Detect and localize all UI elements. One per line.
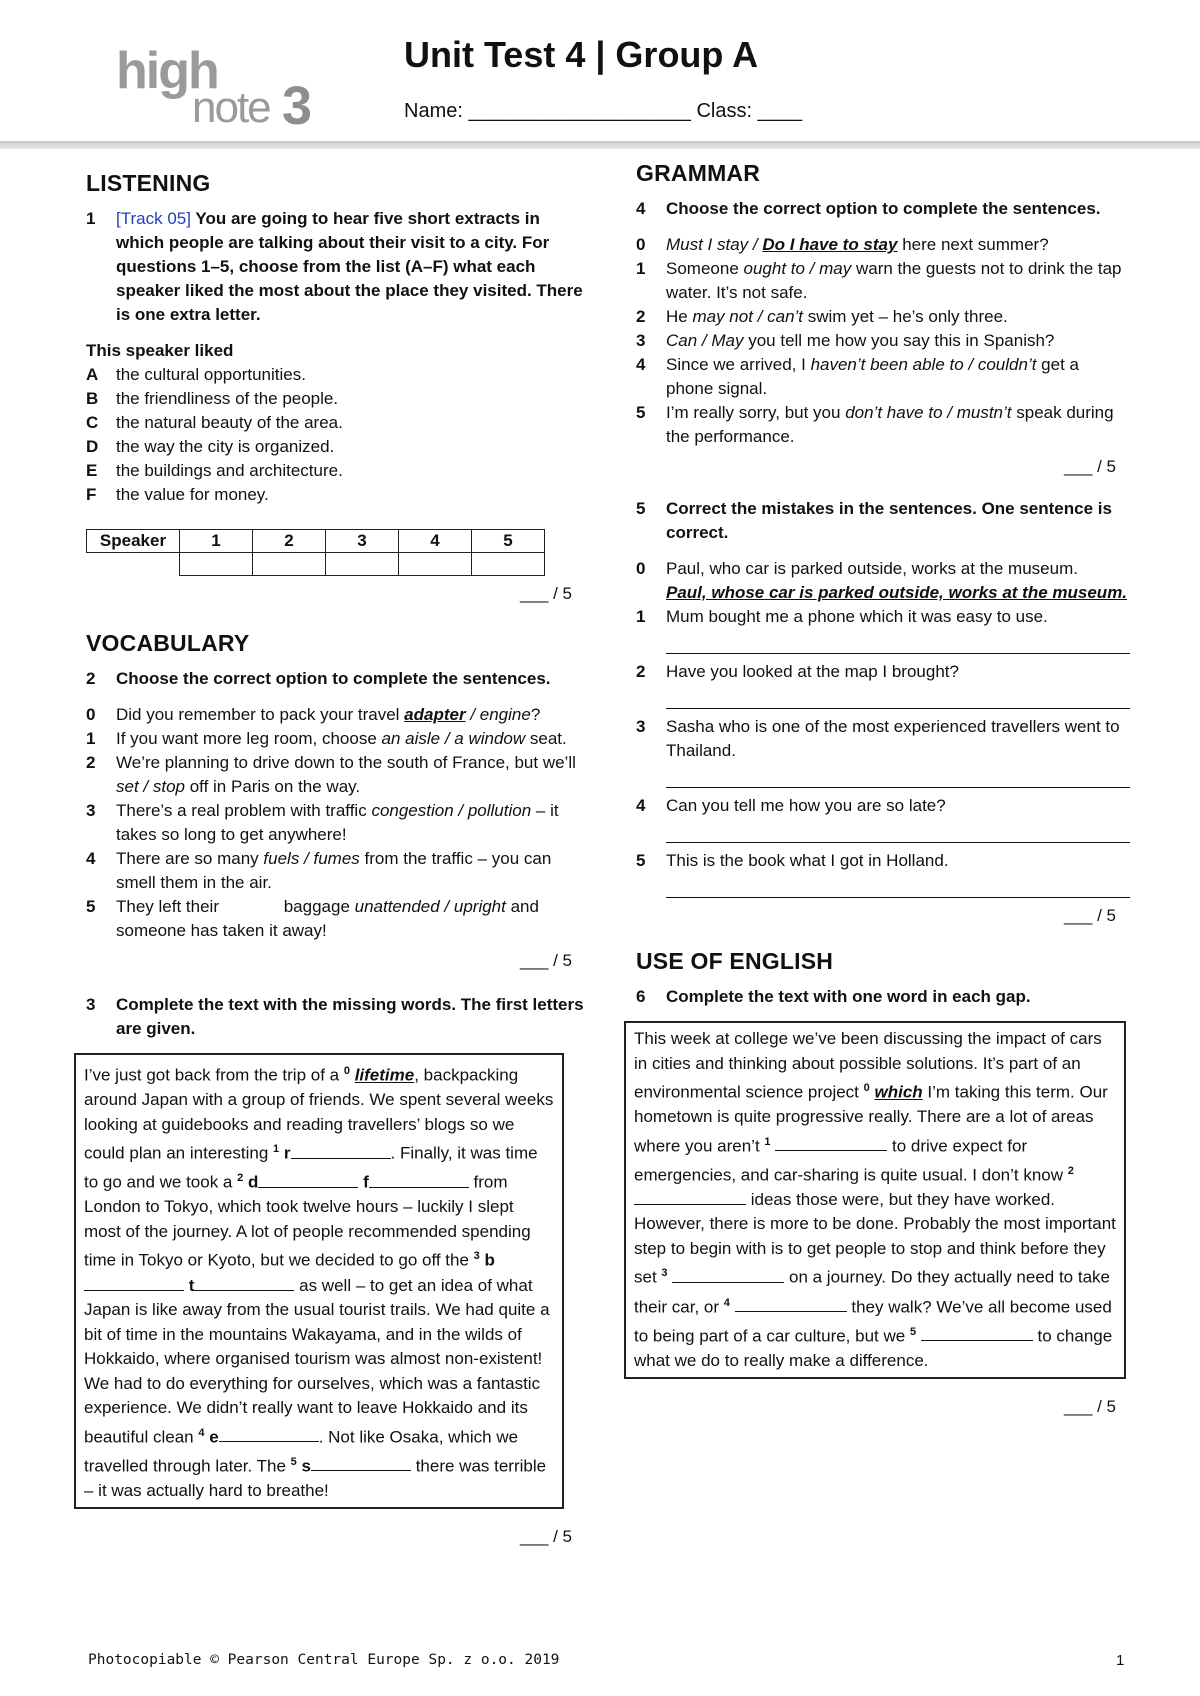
answer-line[interactable] (666, 684, 1130, 709)
task-6-instruction: 6 Complete the text with one word in each gap. (636, 987, 1031, 1006)
answer-cell[interactable] (472, 553, 545, 576)
answer-cell[interactable] (399, 553, 472, 576)
list-item: 4 Can you tell me how you are so late? (636, 796, 946, 815)
task-1-instruction (86, 207, 586, 327)
list-item: 5 This is the book what I got in Holland. (636, 851, 949, 870)
answer-line[interactable] (666, 763, 1130, 788)
task-3-instruction: 3 Complete the text with the missing words. The first letters are given. (86, 995, 584, 1038)
name-class-line: Name: ____________________ Class: ____ (404, 100, 803, 122)
grammar-items (636, 233, 1130, 449)
list-item: 3 There’s a real problem with traffic congestion / pollution – it takes so long to get anywhere! (86, 801, 559, 844)
list-item: C the natural beauty of the area. (86, 413, 343, 432)
task-number: 1 (86, 209, 96, 228)
vocabulary-heading: VOCABULARY (86, 630, 250, 656)
speaker-answer-table: Speaker 1 2 3 4 5 (86, 529, 545, 576)
svg-text:note: note (192, 83, 270, 132)
gap-input[interactable] (258, 1173, 358, 1188)
listening-heading: LISTENING (86, 170, 211, 196)
gap-input[interactable] (921, 1326, 1033, 1341)
list-item: 2 Have you looked at the map I brought? (636, 662, 959, 681)
high-note-3-logo (116, 40, 326, 132)
answer-line[interactable] (666, 629, 1130, 654)
list-item: F the value for money. (86, 485, 269, 504)
list-item: 3 Sasha who is one of the most experienced travellers went to Thailand. (636, 717, 1120, 760)
page-title: Unit Test 4 | Group A (404, 34, 759, 75)
error-correction-items (636, 557, 1130, 898)
speaker-lead: This speaker liked (86, 341, 234, 360)
task-5-instruction: 5 Correct the mistakes in the sentences. One sentence is correct. (636, 499, 1112, 542)
use-of-english-heading: USE OF ENGLISH (636, 948, 834, 974)
list-item: 1 Someone ought to / may warn the guests not to drink the tap water. It’s not safe. (636, 259, 1122, 302)
list-item: D the way the city is organized. (86, 437, 335, 456)
list-item: 5 They left their baggage unattended / upright and someone has taken it away! (86, 897, 539, 940)
gap-input[interactable] (219, 1427, 319, 1442)
answer-line[interactable] (666, 873, 1130, 898)
list-item: 3 Can / May you tell me how you say this in Spanish? (636, 331, 1055, 350)
svg-text:high: high (116, 42, 218, 100)
answer-cell[interactable] (253, 553, 326, 576)
list-item: 1 If you want more leg room, choose an aisle / a window seat. (86, 729, 567, 748)
gap-fill-text-box: This week at college we’ve been discussing the impact of cars in cities and thinking about possible solutions. It’s part of an environmental science project $^0$ which I’m taking this term. Our hometown is quite progressive really. There are a lot of areas where you aren’t $^1$ to drive expect for emergencies, and car-sharing is quite usual. I don’t know $^2$ ideas those were, but they have worked. However, there is more to be done. Probably the most important step to begin with is to get people to stop and think before they set $^3$ on a journey. Do they actually need to take their car, or $^4$ they walk? We’ve all become used to being part of a car culture, but we $^5$ to change what we do to really make a difference. (624, 1021, 1126, 1379)
list-item: 1 Mum bought me a phone which it was easy to use. (636, 607, 1048, 626)
answer-cell[interactable] (326, 553, 399, 576)
gap-input[interactable] (84, 1276, 184, 1291)
copyright-footer: Photocopiable © Pearson Central Europe Sp. z o.o. 2019 (88, 1652, 560, 1668)
gap-input[interactable] (369, 1173, 469, 1188)
score-box: ___ / 5 (1064, 457, 1116, 476)
score-box: ___ / 5 (520, 951, 572, 970)
vocab-items (86, 703, 586, 943)
gap-input[interactable] (291, 1144, 391, 1159)
score-box: ___ / 5 (520, 1527, 572, 1547)
list-item: 2 He may not / can’t swim yet – he’s only three. (636, 307, 1008, 326)
gap-input[interactable] (672, 1268, 784, 1283)
list-item: 4 There are so many fuels / fumes from the traffic – you can smell them in the air. (86, 849, 552, 892)
list-item: 0 Paul, who car is parked outside, works at the museum. Paul, whose car is parked outside, works at the museum. (636, 559, 1128, 602)
table-header: Speaker (87, 530, 180, 553)
gap-input[interactable] (194, 1276, 294, 1291)
list-item: 0 Must I stay / Do I have to stay here next summer? (636, 235, 1049, 254)
header-divider (0, 141, 1200, 149)
list-item: 5 I’m really sorry, but you don’t have to / mustn’t speak during the performance. (636, 403, 1114, 446)
gap-input[interactable] (311, 1456, 411, 1471)
gap-input[interactable] (735, 1297, 847, 1312)
task-2-instruction: 2 Choose the correct option to complete the sentences. (86, 669, 551, 688)
task-4-instruction: 4 Choose the correct option to complete the sentences. (636, 199, 1101, 218)
page-number: 1 (1116, 1652, 1125, 1669)
gap-input[interactable] (775, 1136, 887, 1151)
list-item: 4 Since we arrived, I haven’t been able to / couldn’t get a phone signal. (636, 355, 1079, 398)
list-item: E the buildings and architecture. (86, 461, 343, 480)
svg-text:3: 3 (282, 76, 313, 132)
grammar-heading: GRAMMAR (636, 160, 761, 186)
list-item: B the friendliness of the people. (86, 389, 339, 408)
track-reference: [Track 05] (116, 209, 191, 228)
gap-input[interactable] (634, 1190, 746, 1205)
task-1-text: You are going to hear five short extracts in which people are talking about their visit to a city. For questions 1–5, choose from the list (A–F) what each speaker liked the most about the place they visited. There is one extra letter. (116, 209, 583, 324)
answer-line[interactable] (666, 818, 1130, 843)
right-column (636, 160, 1130, 1417)
list-item: 2 We’re planning to drive down to the south of France, but we’ll set / stop off in Paris on the way. (86, 753, 576, 796)
score-box: ___ / 5 (1064, 906, 1116, 925)
left-column (86, 160, 586, 1547)
answer-cell[interactable] (180, 553, 253, 576)
gap-fill-text-box: I’ve just got back from the trip of a $^0$ lifetime, backpacking around Japan with a group of friends. We spent several weeks looking at guidebooks and reading travellers’ blogs so we could plan an interesting $^1$ r . Finally, it was time to go and we took a $^2$ d f from London to Tokyo, which took twelve hours – luckily I slept most of the journey. A lot of people recommended spending time in Tokyo or Kyoto, but we decided to go off the $^3$ b t as well – to get an idea of what Japan is like away from the usual tourist trails. We had quite a bit of time in the mountains Wakayama, and in the wilds of Hokkaido, where organised tourism was almost non-existent! We had to do everything for ourselves, which was a fantastic experience. We didn’t really want to leave Hokkaido and its beautiful clean $^4$ e . Not like Osaka, which we travelled through later. The $^5$ s there was terrible – it was actually hard to breathe! (74, 1053, 564, 1509)
score-box: ___ / 5 (1064, 1397, 1116, 1417)
list-item: A the cultural opportunities. (86, 365, 306, 384)
score-box: ___ / 5 (520, 584, 572, 603)
list-item: 0 Did you remember to pack your travel adapter / engine? (86, 705, 541, 724)
option-list (86, 363, 586, 507)
